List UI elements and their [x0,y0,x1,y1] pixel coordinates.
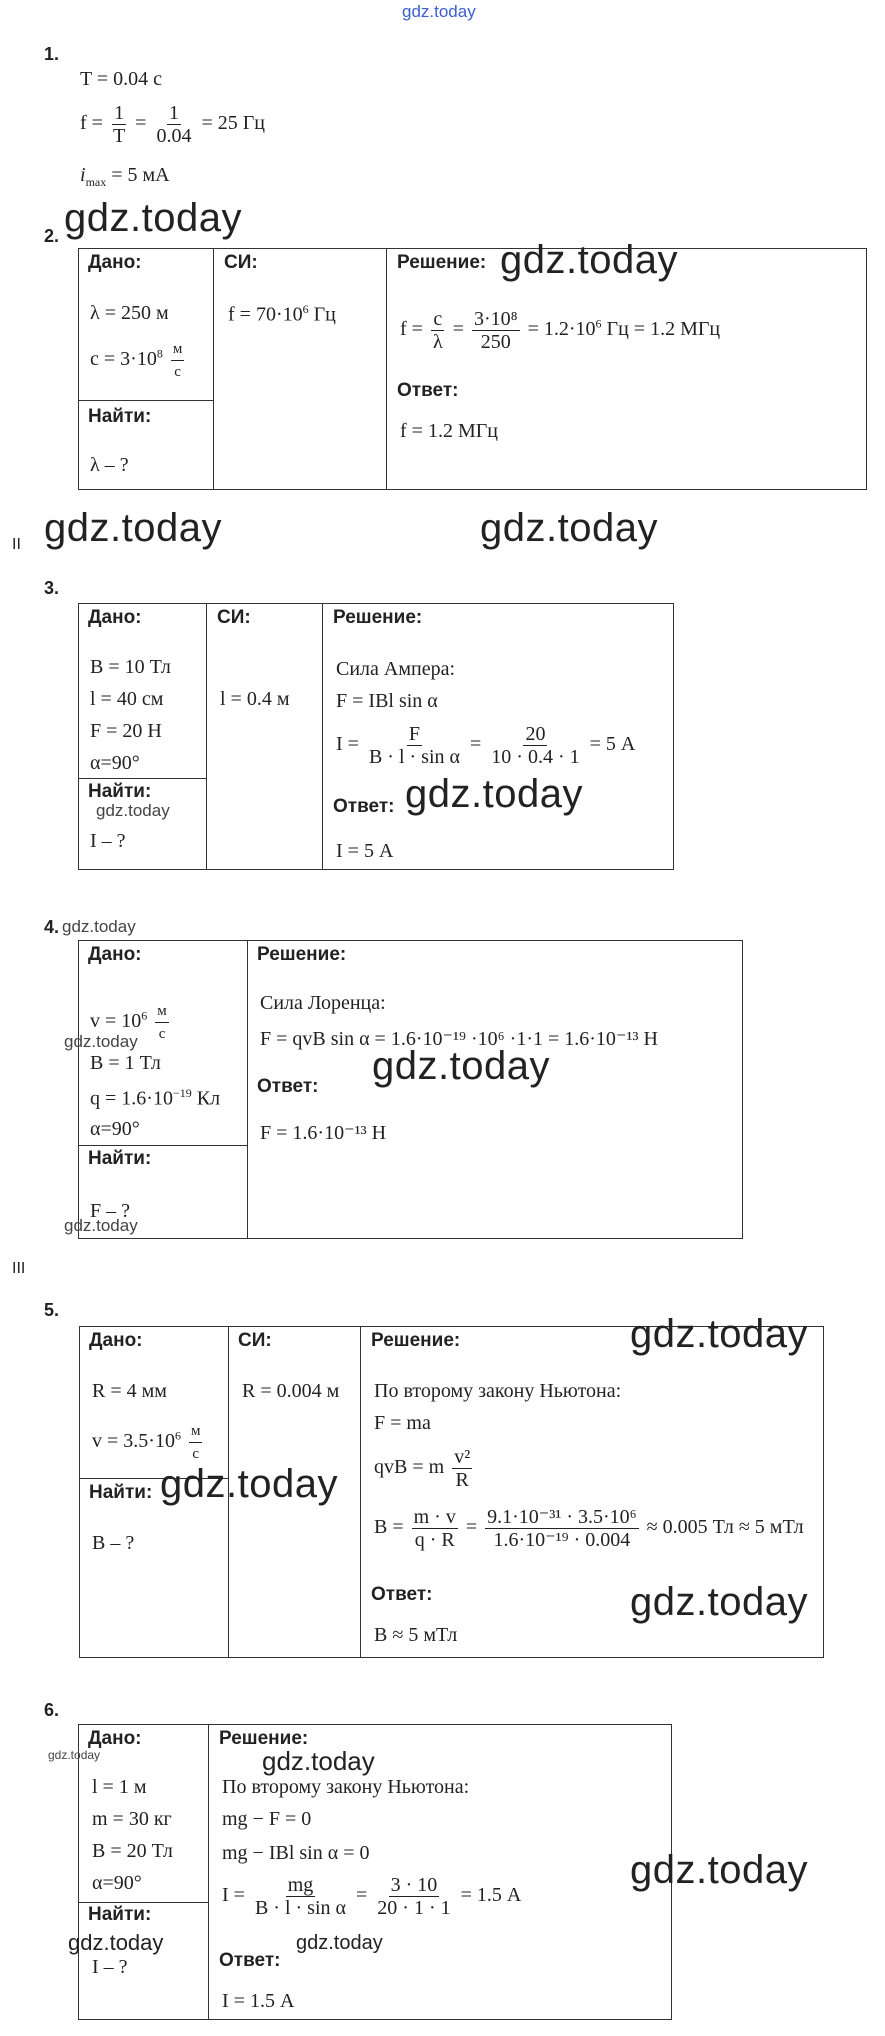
p5-solution-result: B = $\frac{m \cdot v}{q \cdot R}$ = $\frac{\text{9.1·10⁻³¹ · 3.5·10⁶}}{\text{1.6·10⁻¹⁹ · 0.004}}$ ≈ 0.005 Тл ≈ 5 мТл [374,1506,804,1551]
watermark: gdz.today [62,917,136,936]
watermark: gdz.today [262,1746,375,1776]
p2-divider [78,400,214,401]
p4-given-speed: $v = 10^6$ $\frac{м}{с}$ [90,1000,172,1045]
p6-given-mass: m = 30 кг [92,1808,172,1830]
watermark: gdz.today [405,772,583,816]
p3-solution-formula: F = IBl sin α [336,690,438,712]
section-ii-label: II [12,536,21,553]
problem-2-number: 2. [44,226,60,246]
watermark: gdz.today [96,801,170,820]
p6-given-angle: α=90° [92,1872,142,1894]
p2-table [78,248,867,490]
p5-find-value: B – ? [92,1532,135,1554]
watermark: gdz.today [630,1580,808,1624]
p6-given-field: B = 20 Тл [92,1840,173,1862]
p3-solution-law: Сила Ампера: [336,658,456,680]
p5-given-header: Дано: [89,1330,143,1351]
p3-given-length: l = 40 см [90,688,164,710]
problem-4-number: 4. [44,917,60,937]
p6-find-header: Найти: [88,1904,152,1925]
p6-given-length: l = 1 м [92,1776,147,1798]
p3-given-header: Дано: [88,607,142,628]
p3-solution-result: I = $\frac{F}{\text{B · l · sin α}}$ = $\frac{20}{10 \cdot 0.4 \cdot 1}$ = 5 А [336,723,636,768]
p5-given-speed: $v = 3.5\cdot 10^6$ $\frac{м}{с}$ [92,1420,205,1465]
p3-divider [322,603,323,870]
watermark: gdz.today [480,506,658,550]
p6-solution-law: По второму закону Ньютона: [222,1776,470,1798]
watermark: gdz.today [48,1748,101,1762]
p2-divider [213,248,214,490]
p3-divider [206,603,207,870]
p4-answer-header: Ответ: [257,1076,319,1097]
p5-answer-value: B ≈ 5 мТл [374,1624,458,1646]
p4-find-header: Найти: [88,1148,152,1169]
problem-5-number: 5. [44,1300,60,1320]
p2-solution-header: Решение: [397,252,487,273]
watermark: gdz.today [64,1216,138,1235]
p3-divider [78,778,207,779]
p2-answer-header: Ответ: [397,380,459,401]
p2-si-header: СИ: [224,252,258,273]
p6-table [78,1724,672,2020]
p5-solution-header: Решение: [371,1330,461,1351]
watermark: gdz.today [44,506,222,550]
p4-given-field: B = 1 Тл [90,1052,161,1074]
p2-find-value: λ – ? [90,454,129,476]
p4-given-header: Дано: [88,944,142,965]
watermark: gdz.today [64,196,242,240]
p1-frequency: f = $\frac{1}{T}$ = $\frac{1}{0.04}$ = 25 Гц [80,102,265,147]
p3-given-force: F = 20 Н [90,720,162,742]
p2-answer-value: f = 1.2 МГц [400,420,498,442]
p6-answer-value: I = 1.5 А [222,1990,295,2012]
p6-solution-step: mg − IBl sin α = 0 [222,1842,370,1864]
p3-si-header: СИ: [217,607,251,628]
p3-solution-header: Решение: [333,607,423,628]
watermark: gdz.today [630,1312,808,1356]
problem-3-number: 3. [44,578,60,598]
p5-divider [360,1326,361,1658]
p2-si-value: $f = 70\cdot 10^6$ Гц [228,302,336,326]
problem-6-number: 6. [44,1700,60,1720]
p3-find-value: I – ? [90,830,126,852]
p2-divider [386,248,387,490]
watermark: gdz.today [160,1462,338,1506]
p3-answer-value: I = 5 А [336,840,394,862]
p6-solution-header: Решение: [219,1728,309,1749]
p6-given-header: Дано: [88,1728,142,1749]
watermark: gdz.today [500,238,678,282]
p2-given-header: Дано: [88,252,142,273]
p4-solution-header: Решение: [257,944,347,965]
p3-given-angle: α=90° [90,752,140,774]
p6-find-value: I – ? [92,1956,128,1978]
p3-given-field: B = 10 Тл [90,656,171,678]
p3-answer-header: Ответ: [333,796,395,817]
p4-answer-value: F = 1.6·10⁻¹³ Н [260,1122,387,1144]
p2-solution-formula: f = $\frac{c}{\lambda}$ = $\frac{\text{3·10⁸}}{250}$ = $1.2\cdot 10^6$ Гц = 1.2 МГц [400,308,721,353]
p5-solution-law: По второму закону Ньютона: [374,1380,622,1402]
p4-given-angle: α=90° [90,1118,140,1140]
p6-answer-header: Ответ: [219,1950,281,1971]
p2-given-wavelength: λ = 250 м [90,302,169,324]
p4-divider [247,940,248,1239]
p5-find-header: Найти: [89,1482,153,1503]
watermark: gdz.today [372,1044,550,1088]
problem-1-number: 1. [44,44,60,64]
p6-solution-step: mg − F = 0 [222,1808,312,1830]
p1-period: T = 0.04 с [80,68,163,90]
p4-find-value: F – ? [90,1200,130,1222]
p3-si-value: l = 0.4 м [220,688,290,710]
p3-find-header: Найти: [88,781,152,802]
p4-solution-formula: F = qvB sin α = 1.6·10⁻¹⁹ ·10⁶ ·1·1 = 1.6·10⁻¹³ Н [260,1028,658,1050]
p2-find-header: Найти: [88,406,152,427]
watermark: gdz.today [296,1932,383,1954]
p5-given-radius: R = 4 мм [92,1380,167,1402]
p6-solution-result: I = $\frac{mg}{\text{B · l · sin α}}$ = $\frac{3 \cdot 10}{20 \cdot 1 \cdot 1}$ = 1.5 А [222,1874,522,1919]
p4-solution-law: Сила Лоренца: [260,992,386,1014]
p5-solution-step: qvB = m $\frac{\text{v²}}{R}$ [374,1446,471,1491]
p6-divider [78,1902,209,1903]
site-link[interactable]: gdz.today [402,2,476,21]
p2-given-speed: $c = 3\cdot 10^8$ $\frac{м}{с}$ [90,338,187,383]
p5-si-value: R = 0.004 м [242,1380,340,1402]
p5-si-header: СИ: [238,1330,272,1351]
p1-imax: $i_{max} = 5$ мА [80,164,170,189]
p5-solution-step: F = ma [374,1412,431,1434]
section-iii-label: III [12,1260,26,1277]
watermark: gdz.today [68,1930,164,1955]
p4-given-charge: $q = 1.6\cdot 10^{-19}$ Кл [90,1086,221,1110]
p4-divider [78,1145,248,1146]
watermark: gdz.today [630,1848,808,1892]
p6-divider [208,1724,209,2020]
watermark: gdz.today [64,1032,138,1051]
p5-answer-header: Ответ: [371,1584,433,1605]
